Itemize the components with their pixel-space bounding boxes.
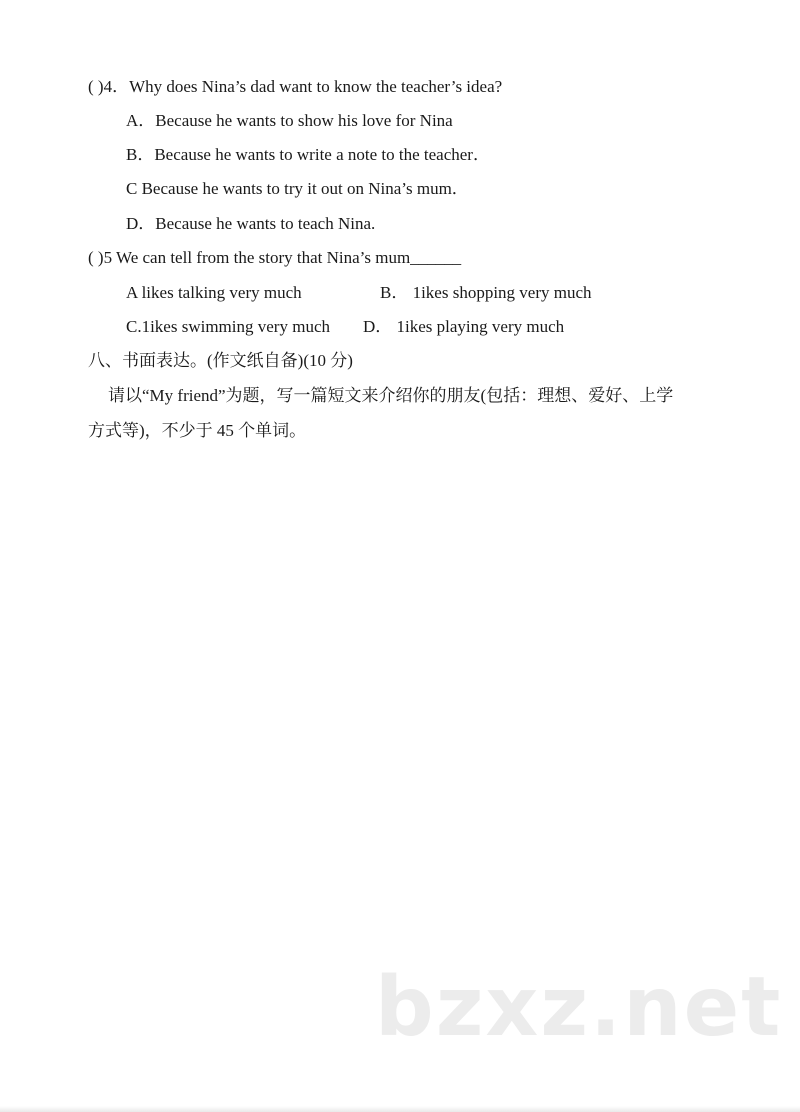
question-5-option-b: B． 1ikes shopping very much xyxy=(380,283,592,302)
question-4-option-a: A．Because he wants to show his love for Nina xyxy=(126,111,453,130)
section-8-heading: 八、书面表达。(作文纸自备)(10 分) xyxy=(88,351,353,370)
writing-prompt-line-2: 方式等)，不少于 45 个单词。 xyxy=(88,421,307,440)
question-4-option-c: C Because he wants to try it out on Nina’s mum． xyxy=(126,179,469,198)
question-4-option-b: B．Because he wants to write a note to the teacher． xyxy=(126,145,490,164)
question-4-stem: ( )4．Why does Nina’s dad want to know the teacher’s idea? xyxy=(88,77,503,96)
site-watermark: bzxz.net xyxy=(375,960,783,1055)
question-5-stem: ( )5 We can tell from the story that Nina’s mum______ xyxy=(88,248,462,267)
page-bottom-edge xyxy=(0,1106,800,1112)
question-5-option-c: C.1ikes swimming very much xyxy=(126,317,330,336)
question-5-option-a: A likes talking very much xyxy=(126,283,302,302)
question-5-option-d: D． 1ikes playing very much xyxy=(363,317,565,336)
writing-prompt-line-1: 请以“My friend”为题，写一篇短文来介绍你的朋友(包括：理想、爱好、上学 xyxy=(108,386,674,405)
question-4-option-d: D．Because he wants to teach Nina. xyxy=(126,214,376,233)
